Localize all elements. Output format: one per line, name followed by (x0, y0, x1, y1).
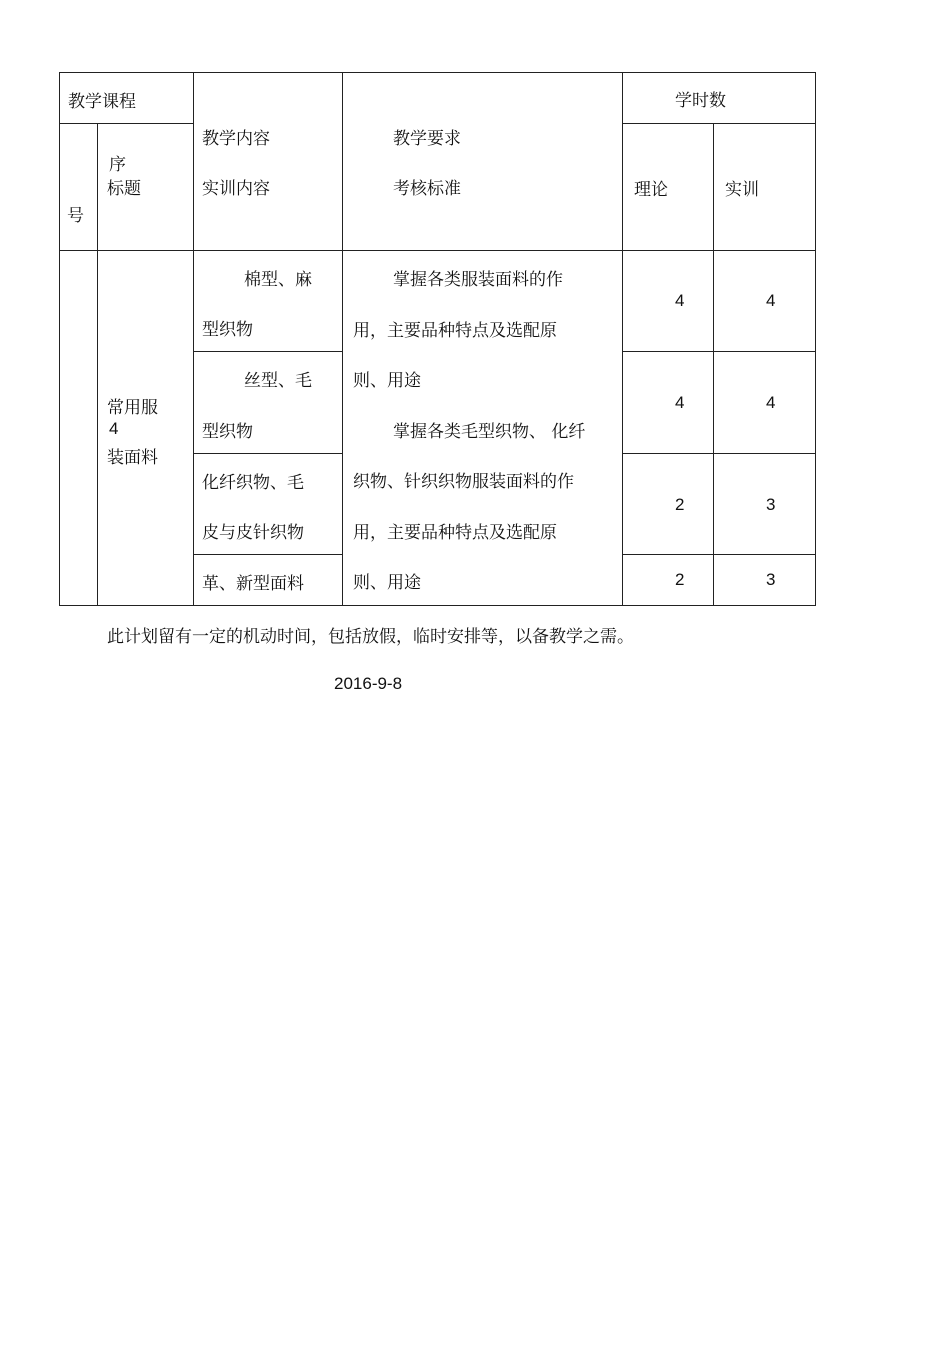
table-row (194, 251, 343, 352)
theory-hours-cell (623, 454, 714, 555)
theory-header-cell (623, 124, 714, 251)
requirement-header-cell (343, 73, 623, 251)
row1-content-line1: 棉型、麻 (244, 270, 312, 290)
row2-content-line1: 丝型、毛 (244, 371, 312, 391)
row4-content-line1: 革、新型面料 (202, 574, 304, 594)
requirement-line: 掌握各类服装面料的作 (393, 270, 563, 290)
title-header: 标题 (107, 179, 141, 199)
row3-practice-hours: 3 (766, 495, 776, 514)
row4-theory-hours: 2 (675, 570, 685, 589)
requirement-line: 则、用途 (353, 371, 421, 391)
practice-hours-cell (714, 555, 816, 606)
requirement-line: 则、用途 (353, 573, 421, 593)
row3-content-line1: 化纤织物、毛 (202, 473, 304, 493)
unit-title-cell (98, 251, 194, 606)
requirement-line: 织物、针织织物服装面料的作 (353, 472, 574, 492)
row2-theory-hours: 4 (675, 393, 685, 412)
seq-header-bottom: 号 (67, 206, 84, 226)
practice-header: 实训 (725, 180, 759, 200)
practice-header-cell (714, 124, 816, 251)
requirement-line: 用，主要品种特点及选配原 (353, 523, 557, 543)
content-header-cell (194, 73, 343, 251)
teaching-plan-table (59, 72, 816, 606)
title-header-cell (98, 124, 194, 251)
row3-theory-hours: 2 (675, 495, 685, 514)
course-header: 教学课程 (68, 92, 136, 112)
course-header-cell (60, 73, 194, 124)
practice-hours-cell (714, 352, 816, 454)
requirement-line: 用，主要品种特点及选配原 (353, 321, 557, 341)
row3-content-line2: 皮与皮针织物 (202, 523, 304, 543)
plan-date: 2016-9-8 (334, 674, 403, 693)
practice-hours-cell (714, 251, 816, 352)
table-row (194, 352, 343, 454)
row1-content-line2: 型织物 (202, 320, 253, 340)
unit-number: 4 (109, 419, 119, 438)
plan-note: 此计划留有一定的机动时间，包括放假，临时安排等，以备教学之需。 (107, 627, 634, 647)
unit-title-2: 装面料 (107, 448, 158, 468)
requirement-header-1: 教学要求 (393, 129, 461, 149)
table-row (194, 454, 343, 555)
theory-hours-cell (623, 352, 714, 454)
row2-practice-hours: 4 (766, 393, 776, 412)
seq-header-top: 序 (109, 155, 126, 175)
row2-content-line2: 型织物 (202, 422, 253, 442)
seq-header-cell (60, 124, 98, 251)
requirement-header-2: 考核标准 (393, 179, 461, 199)
row1-practice-hours: 4 (766, 291, 776, 310)
table-row (194, 555, 343, 606)
practice-hours-cell (714, 454, 816, 555)
unit-title-1: 常用服 (107, 398, 158, 418)
theory-header: 理论 (634, 180, 668, 200)
requirement-line: 掌握各类毛型织物、 化纤 (393, 422, 586, 442)
theory-hours-cell (623, 555, 714, 606)
content-header-1: 教学内容 (202, 129, 270, 149)
row4-practice-hours: 3 (766, 570, 776, 589)
seq-cell (60, 251, 98, 606)
theory-hours-cell (623, 251, 714, 352)
requirements-cell (343, 251, 623, 606)
hours-header-cell (623, 73, 816, 124)
content-header-2: 实训内容 (202, 179, 270, 199)
hours-header: 学时数 (675, 91, 726, 111)
row1-theory-hours: 4 (675, 291, 685, 310)
